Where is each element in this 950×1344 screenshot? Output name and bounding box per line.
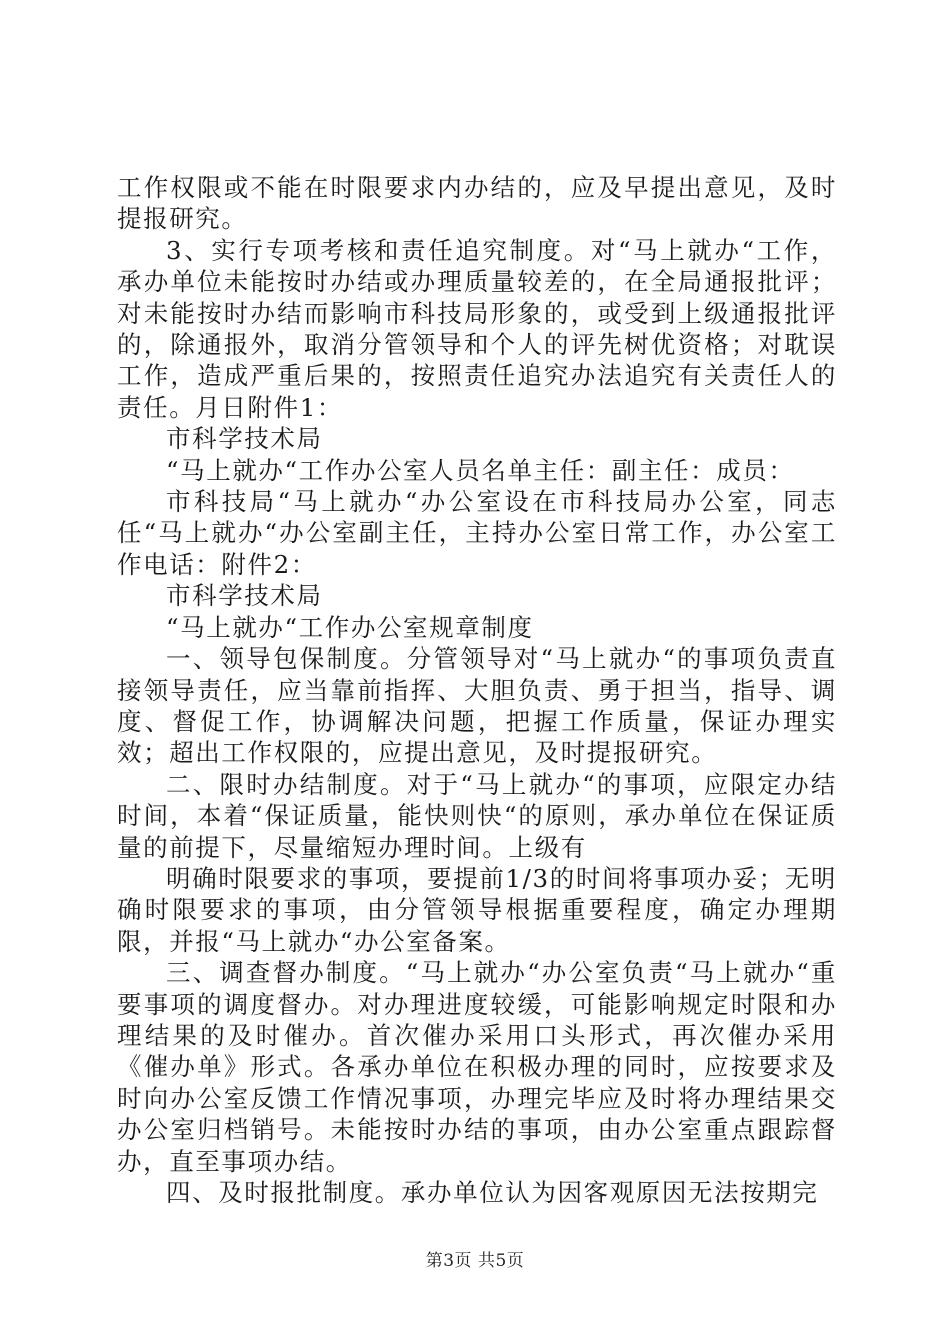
paragraph-7: “马上就办“工作办公室规章制度 bbox=[166, 612, 534, 642]
document-body bbox=[117, 172, 837, 1208]
paragraph-6: 市科学技术局 bbox=[166, 581, 323, 611]
page-footer: 第3页 共5页 bbox=[425, 1251, 525, 1271]
paragraph-1: 工作权限或不能在时限要求内办结的，应及早提出意见，及时提报研究。 bbox=[117, 173, 837, 234]
paragraph-4: “马上就办“工作办公室人员名单主任：副主任：成员： bbox=[166, 455, 795, 485]
paragraph-12: 四、及时报批制度。承办单位认为因客观原因无法按期完 bbox=[166, 1178, 819, 1207]
paragraph-5: 市科技局“马上就办“办公室设在市科技局办公室，同志任“马上就办“办公室副主任，主持办公室日常工作，办公室工作电话：附件2： bbox=[117, 487, 837, 579]
paragraph-11: 三、调查督办制度。“马上就办“办公室负责“马上就办“重要事项的调度督办。对办理进度较缓，可能影响规定时限和办理结果的及时催办。首次催办采用口头形式，再次催办采用《催办单》形式。各承办单位在积极办理的同时，应按要求及时向办公室反馈工作情况事项，办理完毕应及时将办理结果交办公室归档销号。未能按时办结的事项，由办公室重点跟踪督办，直至事项办结。 bbox=[117, 958, 837, 1176]
paragraph-9: 二、限时办结制度。对于“马上就办“的事项，应限定办结时间，本着“保证质量，能快则快“的原则，承办单位在保证质量的前提下，尽量缩短办理时间。上级有 bbox=[117, 769, 837, 862]
paragraph-10: 明确时限要求的事项，要提前1/3的时间将事项办妥；无明确时限要求的事项，由分管领导根据重要程度，确定办理期限，并报“马上就办“办公室备案。 bbox=[117, 863, 837, 956]
paragraph-2: 3、实行专项考核和责任追究制度。对“马上就办“工作，承办单位未能按时办结或办理质量较差的，在全局通报批评；对未能按时办结而影响市科技局形象的，或受到上级通报批评的，除通报外，取消分管领导和个人的评先树优资格；对耽误工作，造成严重后果的，按照责任追究办法追究有关责任人的责任。月日附件1： bbox=[117, 235, 837, 422]
paragraph-3: 市科学技术局 bbox=[166, 424, 323, 454]
paragraph-8: 一、领导包保制度。分管领导对“马上就办“的事项负责直接领导责任，应当靠前指挥、大胆负责、勇于担当，指导、调度、督促工作，协调解决问题，把握工作质量，保证办理实效；超出工作权限的，应提出意见，及时提报研究。 bbox=[117, 644, 837, 768]
